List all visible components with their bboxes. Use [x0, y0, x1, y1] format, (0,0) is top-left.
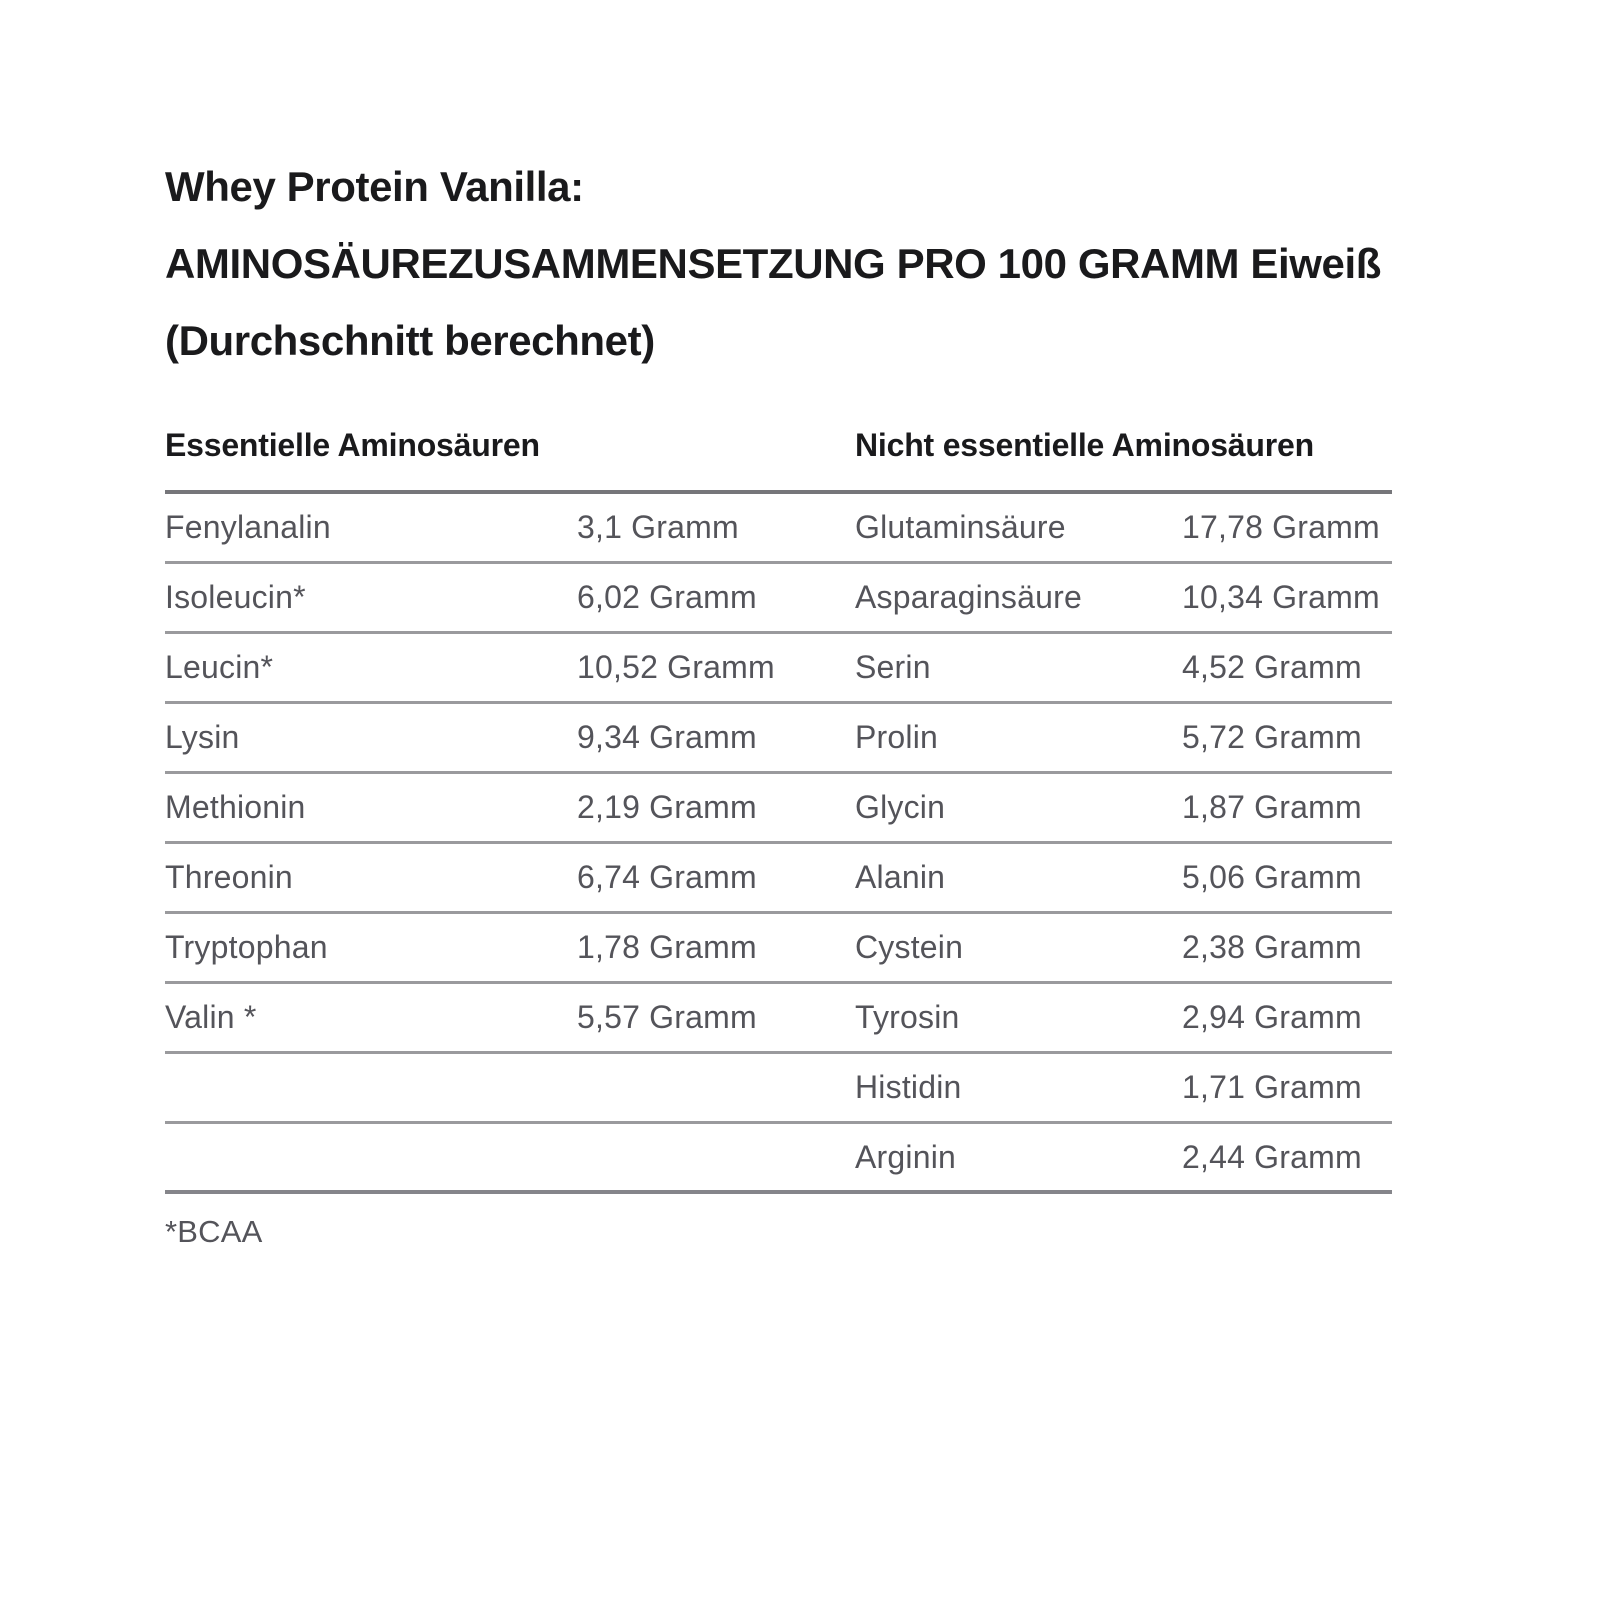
amino-amount: 5,57 Gramm	[577, 999, 757, 1035]
table-row	[165, 914, 1392, 984]
amino-amount: 2,94 Gramm	[1182, 999, 1362, 1035]
amino-name: Isoleucin*	[165, 579, 306, 615]
table-row	[165, 564, 1392, 634]
amino-name: Tyrosin	[855, 999, 960, 1035]
amino-amount: 1,71 Gramm	[1182, 1069, 1362, 1105]
amino-name: Arginin	[855, 1138, 957, 1175]
amino-name: Tryptophan	[165, 929, 328, 965]
amino-name: Histidin	[855, 1069, 962, 1105]
amino-name: Prolin	[855, 719, 939, 755]
title-line-composition: AMINOSÄUREZUSAMMENSETZUNG PRO 100 GRAMM Eiweiß	[165, 240, 1382, 287]
amino-amount: 17,78 Gramm	[1182, 509, 1380, 545]
title-line-product: Whey Protein Vanilla:	[165, 163, 584, 210]
amino-name: Threonin	[165, 859, 293, 895]
amino-amount: 9,34 Gramm	[577, 719, 757, 755]
table-row	[165, 984, 1392, 1054]
amino-amount: 10,34 Gramm	[1182, 579, 1380, 615]
amino-name: Fenylanalin	[165, 509, 331, 545]
amino-amount: 6,74 Gramm	[577, 859, 757, 895]
non-essential-amino-acids-header: Nicht essentielle Aminosäuren	[855, 427, 1314, 463]
amino-amount: 2,19 Gramm	[577, 789, 757, 825]
amino-amount: 5,06 Gramm	[1182, 859, 1362, 895]
amino-amount: 4,52 Gramm	[1182, 649, 1362, 685]
table-row	[165, 634, 1392, 704]
amino-name: Alanin	[855, 859, 946, 895]
amino-amount: 3,1 Gramm	[577, 509, 739, 545]
amino-acid-table	[165, 490, 1392, 1194]
page-title	[165, 148, 1405, 379]
amino-name: Lysin	[165, 719, 240, 755]
title-line-average: (Durchschnitt berechnet)	[165, 317, 655, 364]
table-row	[165, 704, 1392, 774]
table-row	[165, 774, 1392, 844]
amino-amount: 2,44 Gramm	[1182, 1138, 1362, 1175]
amino-name: Glycin	[855, 789, 946, 825]
amino-name: Asparaginsäure	[855, 579, 1082, 615]
amino-amount: 2,38 Gramm	[1182, 929, 1362, 965]
amino-name: Glutaminsäure	[855, 509, 1066, 545]
table-row	[165, 1054, 1392, 1124]
amino-amount: 1,78 Gramm	[577, 929, 757, 965]
amino-amount: 10,52 Gramm	[577, 649, 775, 685]
bcaa-footnote: *BCAA	[165, 1214, 263, 1249]
amino-name: Valin *	[165, 999, 257, 1035]
amino-amount: 6,02 Gramm	[577, 579, 757, 615]
amino-name: Leucin*	[165, 649, 274, 685]
amino-amount: 1,87 Gramm	[1182, 789, 1362, 825]
essential-amino-acids-header: Essentielle Aminosäuren	[165, 427, 540, 463]
table-column-headers	[165, 427, 1392, 464]
amino-amount: 5,72 Gramm	[1182, 719, 1362, 755]
amino-name: Cystein	[855, 929, 964, 965]
table-row	[165, 844, 1392, 914]
amino-name: Methionin	[165, 789, 306, 825]
table-row	[165, 1124, 1392, 1194]
amino-name: Serin	[855, 649, 931, 685]
table-row	[165, 494, 1392, 564]
